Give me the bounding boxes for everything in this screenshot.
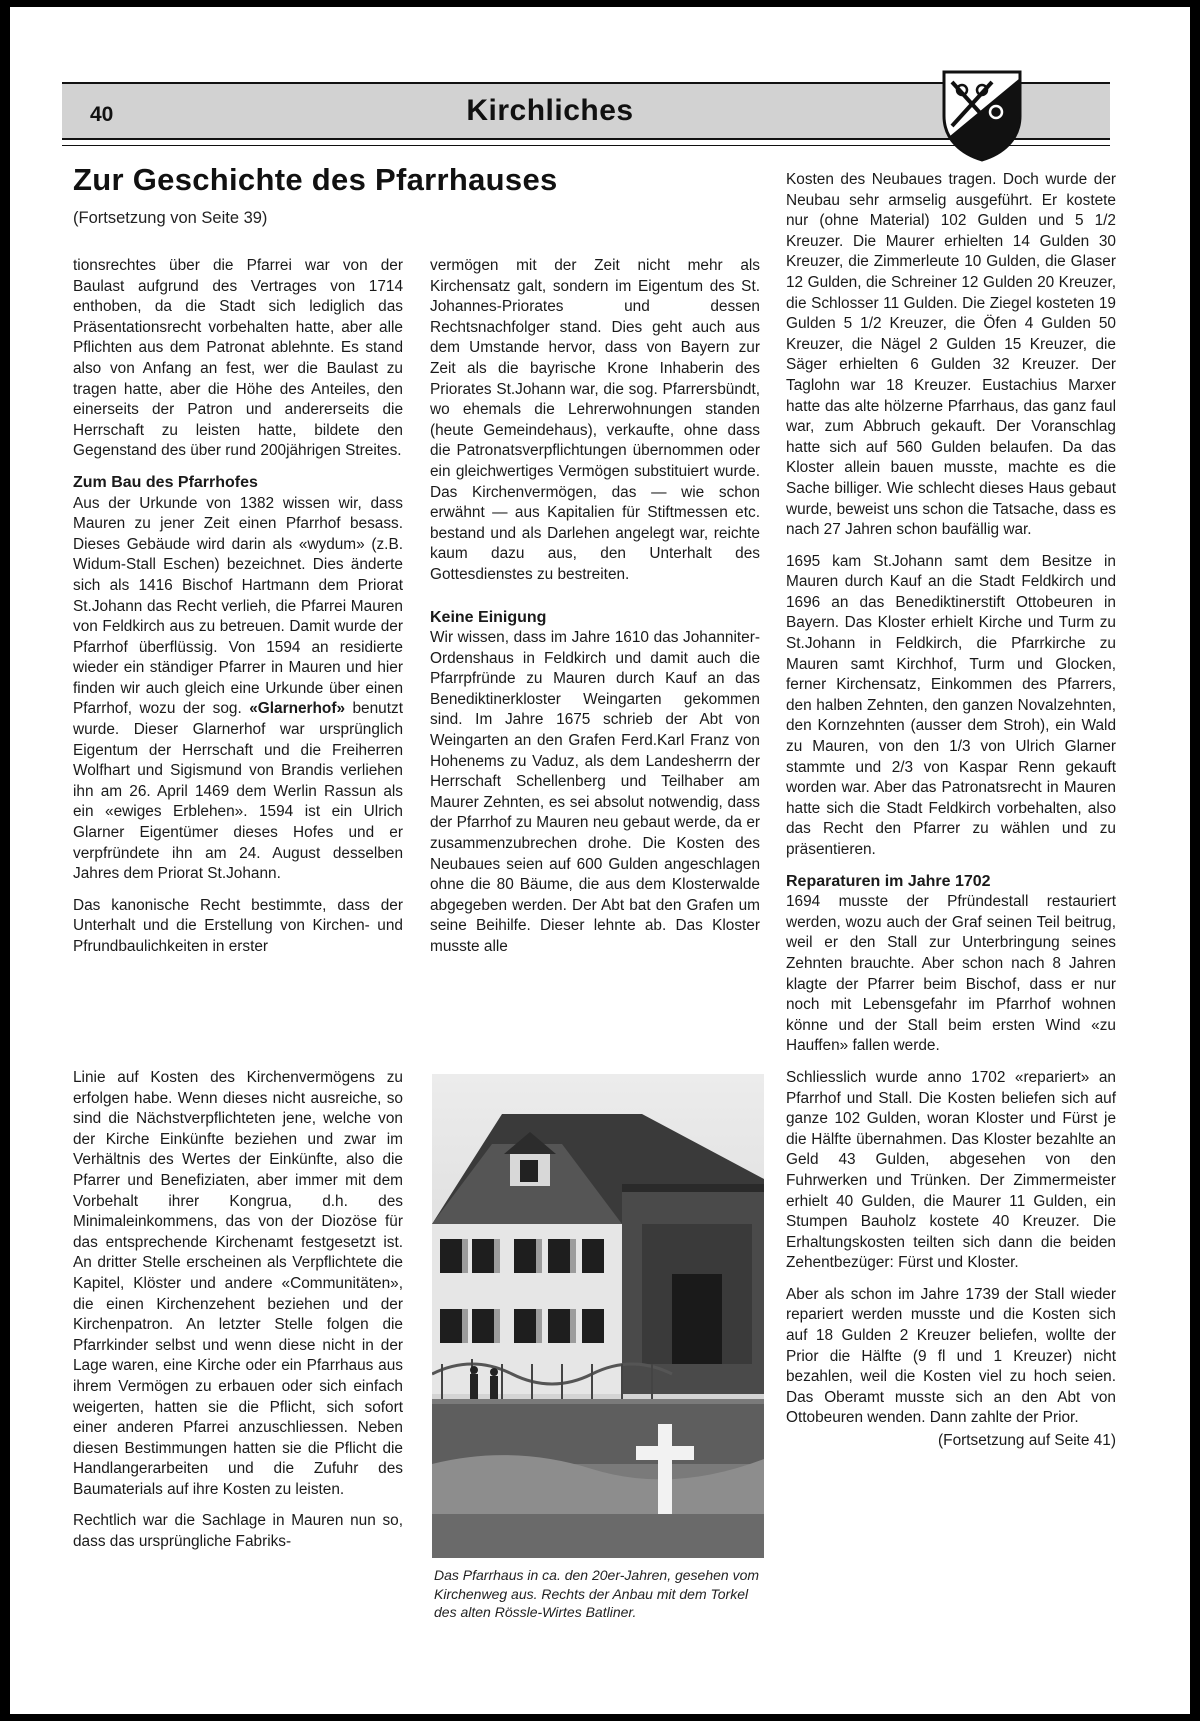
- paragraph: Kosten des Neubaues tragen. Doch wurde der Neubau sehr armselig ausgeführt. Er kostete nur (ohne Material) 102 Gulden und 5 1/2 Kreuzer. Die Maurer erhielten 14 Gulden 30 Kreuzer, die Zimmerleute 10 Gulden, die Glaser 12 Gulden, die Schreiner 12 Gulden 20 Kreuzer, die Schlosser 11 Gulden. Die Ziegel kosteten 19 Gulden 5 1/2 Kreuzer, die Öfen 4 Gulden 50 Kreuzer, die Nägel 2 Gulden 15 Kreuzer, die Säger erhielten 6 Gulden 32 Kreuzer. Der Taglohn war 18 Kreuzer. Eustachius Marxer hatte das alte hölzerne Pfarrhaus, das ganz faul war, zum Abbruch gekauft. Der Voranschlag hatte sich auf 560 Gulden belaufen. Da das Kloster allein bauen musste, machte es die Sache billiger. Wie schlecht dieses Haus gebaut wurde, beweist uns schon die Tatsache, dass es nach 27 Jahren schon baufällig war.: [786, 171, 1116, 539]
- subheading: Zum Bau des Pfarrhofes: [73, 473, 258, 491]
- coat-of-arms-icon: [940, 68, 1024, 162]
- column-3: [786, 170, 1116, 1463]
- paragraph: Aber als schon im Jahre 1739 der Stall wieder repariert werden musste und die Kosten sich auf 18 Gulden 2 Kreuzer beliefen, wollte der Prior die Hälfte (9 fl und 1 Kreuzer) nicht bezahlen, weil die Kosten viel zu hoch seien. Das Oberamt musste sich an den Abt von Ottobeuren wenden. Dann zahlte der Prior.: [786, 1285, 1116, 1427]
- section-title: Kirchliches: [466, 94, 634, 127]
- column-1: [73, 256, 403, 969]
- subheading: Reparaturen im Jahre 1702: [786, 872, 991, 890]
- continued-note: (Fortsetzung auf Seite 41): [938, 1432, 1116, 1450]
- column-1-continued: [73, 1068, 403, 1564]
- paragraph: Rechtlich war die Sachlage in Mauren nun so, dass das ursprüngliche Fabriks-: [73, 1512, 403, 1551]
- pfarrhaus-photo: [432, 1074, 764, 1558]
- paragraph: vermögen mit der Zeit nicht mehr als Kirchensatz galt, sondern im Eigentum des St. Johannes-Priorates und dessen Rechtsnachfolger stand. Dies geht auch aus dem Umstande hervor, dass von Bayern zur Zeit als die bayrische Krone Inhaberin des Priorates St.Johann war, die sog. Pfarrersbündt, wo ehemals die Lehrerwohnungen standen (heute Gemeindehaus), verkaufte, ohne dass die Patronatsverpflichtungen übernommen oder ein gleichwertiges Vermögen substituiert wurde. Das Kirchenvermögen, das — wie schon erwähnt — aus Kapitalien für Stiftmessen etc. bestand und als Darlehen angelegt war, reichte kaum dazu aus, den Unterhalt des Gottesdienstes zu bestreiten.: [430, 257, 760, 583]
- paragraph: 1694 musste der Pfründestall restauriert werden, wozu auch der Graf seinen Teil beitrug, weil er den Stall zur Unterbringung seines Zehnten brauchte. Aber schon nach 8 Jahren klagte der Pfarrer beim Bischof, dass er nur noch mit Lebensgefahr im Pfarrhof wohnen könne und der Stall beim ersten Wind «zu Hauffen» fallen werde.: [786, 893, 1116, 1055]
- paragraph: Aus der Urkunde von 1382 wissen wir, dass Mauren zu jener Zeit einen Pfarrhof besass. Dieses Gebäude wird darin als «wydum» (z.B. Widum-Stall Eschen) bezeichnet. Dies änderte sich als 1416 Bischof Hartmann dem Priorat St.Johann das Recht verlieh, die Pfarrei Mauren von Feldkirch aus zu betreuen. Damit wurde der Pfarrhof überflüssig. Von 1594 an residierte wieder ein ständiger Pfarrer in Mauren und hier finden wir auch gleich eine Urkunde über einen Pfarrhof, wozu der sog. «Glarnerhof» benutzt wurde. Dieser Glarnerhof war ursprünglich Eigentum der Herrschaft und die Freiherren Wolfhart und Sigismund von Brandis verliehen ihn am 26. April 1469 dem Werlin Rassun als ein «ewiges Erblehen». 1594 ist ein Ulrich Glarner Eigentümer dieses Hofes und er verpfründete ihn am 24. August desselben Jahres dem Priorat St.Johann.: [73, 494, 403, 883]
- column-2: [430, 256, 760, 969]
- paragraph: Linie auf Kosten des Kirchenvermögens zu erfolgen habe. Wenn dieses nicht ausreiche, so sind die Nächstverpflichteten jene, welche von der Kirche Einkünfte beziehen und zwar im Verhältnis des Wertes der Einkünfte, also die Pfarrer und Benefiziaten, aber immer mit dem Vorbehalt ihrer Kongrua, d.h. des Minimaleinkommens, das von der Diozöse für das entsprechende Kirchenamt festgesetzt ist. An dritter Stelle erscheinen als Verpflichtete die Kapitel, Klöster und andere «Communitäten», die einen Kirchenzehent beziehen und der Kirchenpatron. An letzter Stelle folgen die Pfarrkinder selbst und wenn diese nicht in der Lage waren, eine Kirche oder ein Pfarrhaus aus ihrem Vermögen zu erbauen oder sich einfach weigerten, hatten sie die Pflicht, sich sofort einer anderen Pfarrei anzuschliessen. Neben diesen Bestimmungen hatten sie die Pflicht die Handlangerarbeiten und die Zufuhr des Baumaterials auf ihre Kosten zu leisten.: [73, 1069, 403, 1498]
- paragraph: Schliesslich wurde anno 1702 «repariert» an Pfarrhof und Stall. Die Kosten beliefen sich auf ganze 102 Gulden, woran Kloster und Fürst je die Hälfte übernahmen. Das Kloster bezahlte an Geld 43 Gulden, abgesehen von den Fuhrwerken und Trünken. Der Zimmermeister erhielt 40 Gulden, die Maurer 11 Gulden, ein Stumpen Bauholz kostete 40 Kreuzer. Die Erhaltungskosten teilten sich dann die beiden Zehentbezüger: Fürst und Kloster.: [786, 1068, 1116, 1272]
- page-number: 40: [90, 103, 114, 126]
- photo-caption: Das Pfarrhaus in ca. den 20er-Jahren, gesehen vom Kirchenweg aus. Rechts der Anbau mit dem Torkel des alten Rössle-Wirtes Batliner.: [434, 1567, 760, 1620]
- subheading: Keine Einigung: [430, 608, 547, 626]
- article-title: Zur Geschichte des Pfarrhauses: [73, 162, 558, 197]
- paragraph: Wir wissen, dass im Jahre 1610 das Johanniter-Ordenshaus in Feldkirch und damit auch die Pfarrpfründe zu Mauren durch Kauf an das Benediktinerkloster Weingarten gekommen sind. Im Jahre 1675 schrieb der Abt von Weingarten an den Grafen Ferd.Karl Franz von Hohenems zu Vaduz, als dem Landesherrn der Herrschaft Schellenberg und Teilhaber am Maurer Zehnten, es sei absolut notwendig, dass der Pfarrhof zu Mauren neu gebaut werde, da er zusammenzubrechen drohe. Die Kosten des Neubaues seien auf 600 Gulden angeschlagen ohne die 80 Bäume, die aus dem Klosterwalde abgegeben werden. Der Abt bat den Grafen um seine Beihilfe. Dieser lehnte ab. Das Kloster musste alle: [430, 629, 760, 955]
- continuation-from: (Fortsetzung von Seite 39): [73, 209, 268, 227]
- emphasis: «Glarnerhof»: [249, 700, 346, 718]
- paragraph: 1695 kam St.Johann samt dem Besitze in Mauren durch Kauf an die Stadt Feldkirch und 1696 an das Benediktinerstift Ottobeuren in Bayern. Das Kloster erhielt Kirche und Turm zu St.Johann in Feldkirch, die Pfarrkirche zu Mauren samt Kirchhof, Turm und Glocken, ferner Kirchensatz, Einkommen des Pfarrers, den halben Zehnten, den ganzen Novalzehnten, den Kornzehnten (ausser dem Stroh), ein Wald zu Mauren, von den 1/3 von Ulrich Glarner stammte und 2/3 von Kaspar Renn gekauft worden war. Aber das Patronatsrecht in Mauren hatte sich die Stadt Feldkirch vorbehalten, also das Recht den Pfarrer zu wählen und zu präsentieren.: [786, 552, 1116, 858]
- paragraph: Das kanonische Recht bestimmte, dass der Unterhalt und die Erstellung von Kirchen- und Pfrundbaulichkeiten in erster: [73, 896, 403, 955]
- paragraph: tionsrechtes über die Pfarrei war von der Baulast aufgrund des Vertrages von 1714 enthoben, da die Stadt sich lediglich das Präsentationsrecht vorbehalten hatte, aber alle Pflichten aus dem Patronat ablehnte. Es stand also von Anfang an fest, wer die Baulast zu tragen hatte, aber die Höhe des Anteiles, den einerseits der Patron und andererseits die Herrschaft zu leisten hatte, bildete den Gegenstand des über rund 200jährigen Streites.: [73, 257, 403, 460]
